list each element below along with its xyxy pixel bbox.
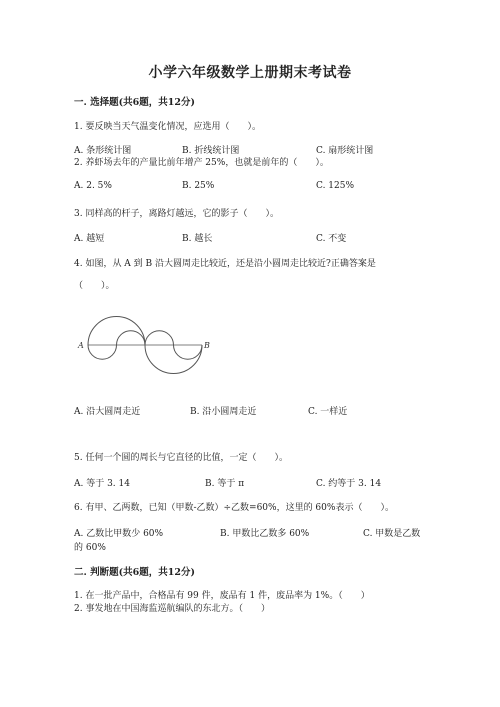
judgement-question-1: 1. 在一批产品中，合格品有 99 件，废品有 1 件，废品率为 1%。（ ） — [74, 591, 370, 601]
page-title: 小学六年级数学上册期末考试卷 — [148, 65, 352, 81]
question-3-option-a: A. 越短 — [74, 234, 105, 244]
large-arc-bottom — [145, 345, 202, 374]
small-arc-4 — [174, 345, 203, 359]
question-6-option-c-continued: 的 60% — [74, 543, 106, 553]
question-2-option-c: C. 125% — [316, 181, 355, 191]
small-arc-3 — [145, 331, 174, 345]
question-6-option-c: C. 甲数是乙数 — [363, 529, 421, 539]
question-2: 2. 养虾场去年的产量比前年增产 25%，也就是前年的（ ）。 — [74, 158, 329, 168]
question-4: 4. 如图，从 A 到 B 沿大圆周走比较近，还是沿小圆周走比较近?正确答案是 — [74, 259, 376, 269]
section-heading-choice: 一. 选择题(共6题，共12分) — [74, 97, 195, 108]
point-a-label: A — [78, 341, 84, 350]
section-heading-judgement: 二. 判断题(共6题，共12分) — [74, 567, 195, 578]
question-5-option-c: C. 约等于 3. 14 — [316, 479, 382, 489]
question-4-option-b: B. 沿小圆周走近 — [190, 407, 257, 417]
question-6-option-a: A. 乙数比甲数少 60% — [74, 529, 164, 539]
question-1-option-c: C. 扇形统计图 — [316, 146, 374, 156]
small-arc-1 — [88, 345, 117, 359]
question-1-option-b: B. 折线统计图 — [182, 146, 240, 156]
question-6-option-b: B. 甲数比乙数多 60% — [220, 529, 310, 539]
question-4-option-c: C. 一样近 — [308, 407, 348, 417]
question-2-option-a: A. 2. 5% — [74, 181, 112, 191]
question-1: 1. 要反映当天气温变化情况，应选用（ ）。 — [74, 122, 261, 132]
judgement-question-2: 2. 事发地在中国海监巡航编队的东北方。（ ） — [74, 604, 270, 614]
question-5-option-a: A. 等于 3. 14 — [74, 479, 130, 489]
question-2-option-b: B. 25% — [182, 181, 215, 191]
question-5: 5. 任何一个圆的周长与它直径的比值，一定（ ）。 — [74, 453, 288, 463]
circle-paths-diagram — [74, 306, 214, 386]
question-6: 6. 有甲、乙两数，已知（甲数-乙数）÷乙数=60%，这里的 60%表示（ ）。 — [74, 503, 394, 513]
small-arc-2 — [117, 331, 146, 345]
question-5-option-b: B. 等于 π — [205, 479, 245, 489]
question-4-option-a: A. 沿大圆周走近 — [74, 407, 141, 417]
question-1-option-a: A. 条形统计图 — [74, 146, 132, 156]
question-3-option-b: B. 越长 — [182, 234, 213, 244]
question-3-option-c: C. 不变 — [316, 234, 347, 244]
large-arc-top — [88, 317, 145, 346]
question-4-answer-blank: （ ）。 — [74, 281, 115, 291]
question-3: 3. 同样高的杆子，离路灯越远，它的影子（ ）。 — [74, 209, 279, 219]
point-b-label: B — [204, 341, 210, 350]
